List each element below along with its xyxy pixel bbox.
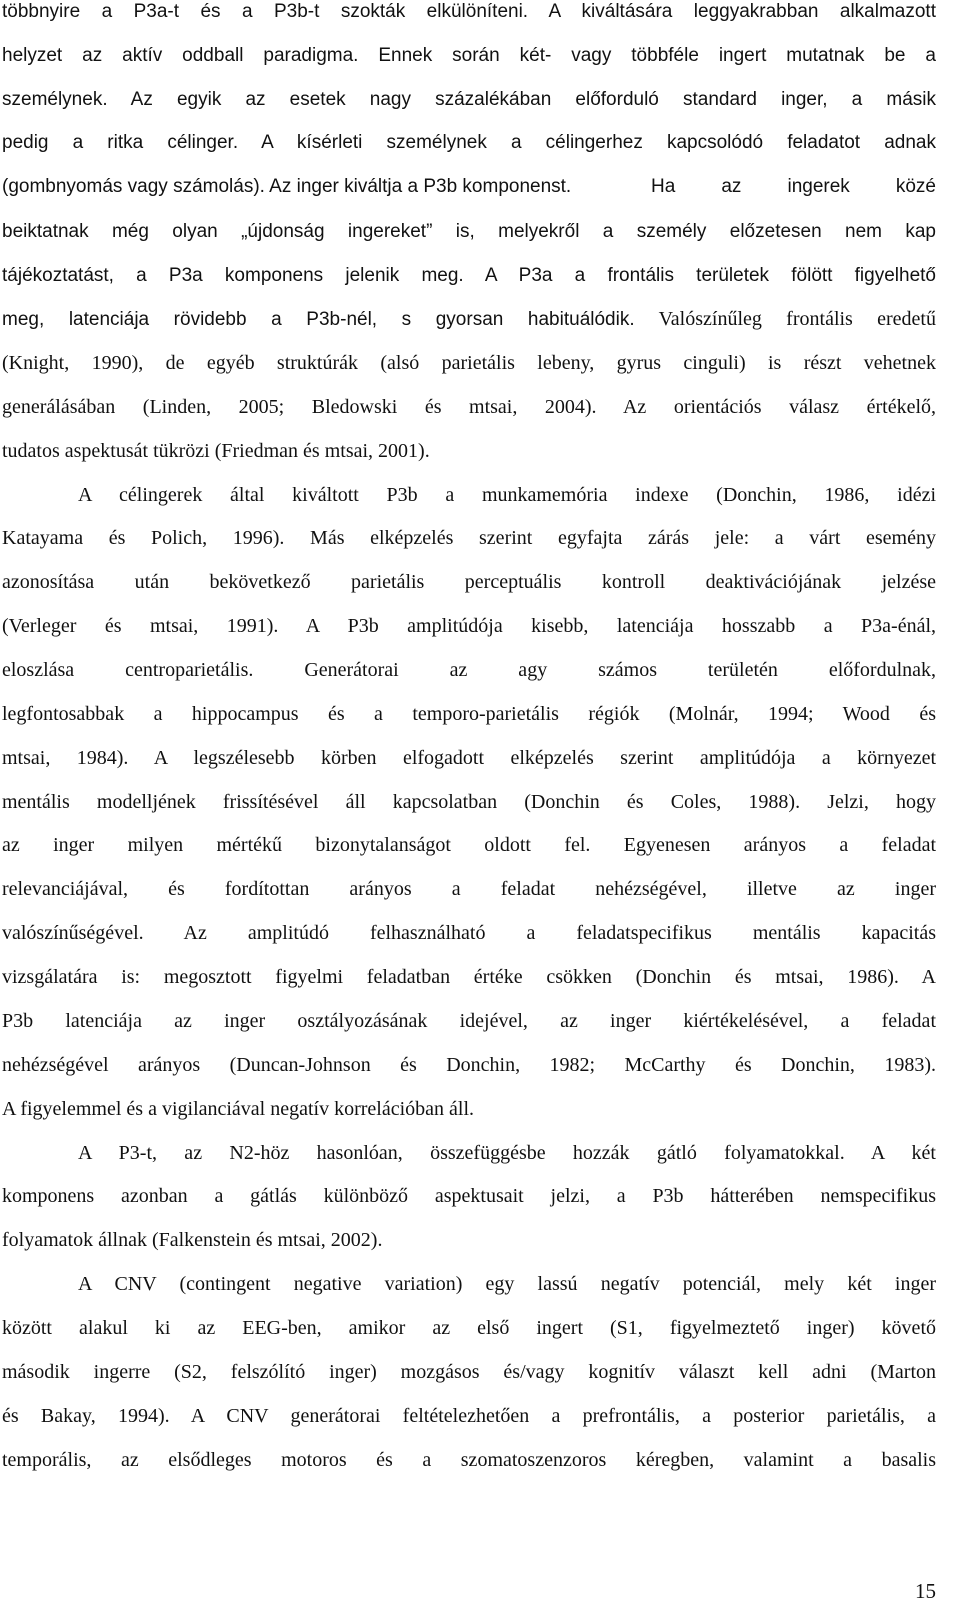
text-segment: (gombnyomás vagy számolás). Az inger kiváltja a P3b komponenst. bbox=[2, 176, 572, 197]
text-segment: többnyire a P3a-t és a P3b-t szokták elkülöníteni. A kiváltására leggyakrabban alkalmazott bbox=[2, 1, 936, 22]
text-line bbox=[2, 171, 642, 201]
text-segment: Valószínűleg frontális eredetű bbox=[634, 308, 936, 330]
text-segment: temporális, az elsődleges motoros és a szomatoszenzoros kéregben, valamint a basalis bbox=[2, 1449, 936, 1471]
text-segment: tájékoztatást, a P3a komponens jelenik meg. A P3a a frontális területek fölött figyelhető bbox=[2, 265, 936, 286]
text-segment: komponens azonban a gátlás különböző aspektusait jelzi, a P3b hátterében nemspecifikus bbox=[2, 1185, 936, 1207]
text-segment: A célingerek által kiváltott P3b a munkamemória indexe (Donchin, 1986, idézi bbox=[78, 484, 936, 506]
text-segment: nehézségével arányos (Duncan-Johnson és Donchin, 1982; McCarthy és Donchin, 1983). bbox=[2, 1054, 936, 1076]
page-number: 15 bbox=[915, 1579, 936, 1603]
text-segment: (Verleger és mtsai, 1991). A P3b amplitúdója kisebb, latenciája hosszabb a P3a-énál, bbox=[2, 615, 936, 637]
text-line bbox=[2, 1357, 936, 1387]
text-segment: azonosítása után bekövetkező parietális perceptuális kontroll deaktivációjának jelzése bbox=[2, 571, 936, 593]
text-segment: között alakul ki az EEG-ben, amikor az első ingert (S1, figyelmeztető inger) követő bbox=[2, 1317, 936, 1339]
text-line bbox=[2, 787, 936, 817]
text-line bbox=[2, 127, 936, 157]
text-segment: A P3-t, az N2-höz hasonlóan, összefüggésbe hozzák gátló folyamatokkal. A két bbox=[78, 1142, 936, 1164]
text-line bbox=[2, 0, 936, 26]
text-line bbox=[2, 1313, 936, 1343]
text-line bbox=[2, 830, 936, 860]
text-segment: és Bakay, 1994). A CNV generátorai feltételezhetően a prefrontális, a posterior parietális, a bbox=[2, 1405, 936, 1427]
text-line bbox=[2, 1006, 936, 1036]
text-segment: legfontosabbak a hippocampus és a temporo-parietális régiók (Molnár, 1994; Wood és bbox=[2, 703, 936, 725]
text-segment: helyzet az aktív oddball paradigma. Ennek során két- vagy többféle ingert mutatnak be a bbox=[2, 45, 936, 66]
text-line bbox=[2, 962, 936, 992]
text-line bbox=[2, 1181, 936, 1211]
text-segment: meg, latenciája rövidebb a P3b-nél, s gyorsan habituálódik. bbox=[2, 309, 635, 330]
text-segment: második ingerre (S2, felszólító inger) mozgásos és/vagy kognitív választ kell adni (Marton bbox=[2, 1361, 936, 1383]
text-line bbox=[2, 216, 936, 246]
text-segment: P3b latenciája az inger osztályozásának idejével, az inger kiértékelésével, a feladat bbox=[2, 1010, 936, 1032]
text-segment: beiktatnak még olyan „újdonság ingereket” is, melyekről a személy előzetesen nem kap bbox=[2, 221, 936, 242]
text-segment: generálásában (Linden, 2005; Bledowski és mtsai, 2004). Az orientációs válasz értékelő, bbox=[2, 396, 936, 418]
text-line bbox=[2, 655, 936, 685]
text-segment: személynek. Az egyik az esetek nagy százalékában előforduló standard inger, a másik bbox=[2, 89, 936, 110]
text-line bbox=[2, 1225, 936, 1255]
text-segment: relevanciájával, és fordítottan arányos a feladat nehézségével, illetve az inger bbox=[2, 878, 936, 900]
text-segment: pedig a ritka célinger. A kísérleti személynek a célingerhez kapcsolódó feladatot adnak bbox=[2, 132, 936, 153]
text-segment: A CNV (contingent negative variation) egy lassú negatív potenciál, mely két inger bbox=[78, 1273, 936, 1295]
text-line bbox=[2, 743, 936, 773]
text-line bbox=[2, 611, 936, 641]
text-segment: Katayama és Polich, 1996). Más elképzelés szerint egyfajta zárás jele: a várt esemény bbox=[2, 527, 936, 549]
text-line bbox=[78, 1138, 936, 1168]
text-segment: valószínűségével. Az amplitúdó felhasználható a feladatspecifikus mentális kapacitás bbox=[2, 922, 936, 944]
text-line bbox=[2, 260, 936, 290]
text-segment: eloszlása centroparietális. Generátorai az agy számos területén előfordulnak, bbox=[2, 659, 936, 681]
text-segment: Ha az ingerek közé bbox=[651, 176, 936, 197]
text-line bbox=[2, 348, 936, 378]
text-line bbox=[2, 918, 936, 948]
text-segment: tudatos aspektusát tükrözi (Friedman és mtsai, 2001). bbox=[2, 440, 430, 462]
text-segment: vizsgálatára is: megosztott figyelmi feladatban értéke csökken (Donchin és mtsai, 1986). A bbox=[2, 966, 936, 988]
text-segment: folyamatok állnak (Falkenstein és mtsai, 2002). bbox=[2, 1229, 383, 1251]
text-segment: (Knight, 1990), de egyéb struktúrák (alsó parietális lebeny, gyrus cinguli) is részt vehetnek bbox=[2, 352, 936, 374]
text-segment: A figyelemmel és a vigilanciával negatív korrelációban áll. bbox=[2, 1098, 475, 1120]
text-line bbox=[2, 1445, 936, 1475]
text-segment: az inger milyen mértékű bizonytalanságot oldott fel. Egyenesen arányos a feladat bbox=[2, 834, 936, 856]
text-line bbox=[2, 1050, 936, 1080]
text-line bbox=[2, 1094, 936, 1124]
text-segment: mentális modelljének frissítésével áll kapcsolatban (Donchin és Coles, 1988). Jelzi, hogy bbox=[2, 791, 936, 813]
text-line bbox=[2, 40, 936, 70]
text-line bbox=[2, 523, 936, 553]
text-line bbox=[2, 1401, 936, 1431]
text-line bbox=[2, 567, 936, 597]
text-line bbox=[78, 480, 936, 510]
text-line bbox=[2, 304, 936, 334]
text-line bbox=[651, 171, 936, 201]
text-segment: mtsai, 1984). A legszélesebb körben elfogadott elképzelés szerint amplitúdója a környezet bbox=[2, 747, 936, 769]
text-line bbox=[78, 1269, 936, 1299]
text-line bbox=[2, 874, 936, 904]
text-line bbox=[2, 699, 936, 729]
text-line bbox=[2, 392, 936, 422]
text-line bbox=[2, 84, 936, 114]
text-line bbox=[2, 436, 936, 466]
